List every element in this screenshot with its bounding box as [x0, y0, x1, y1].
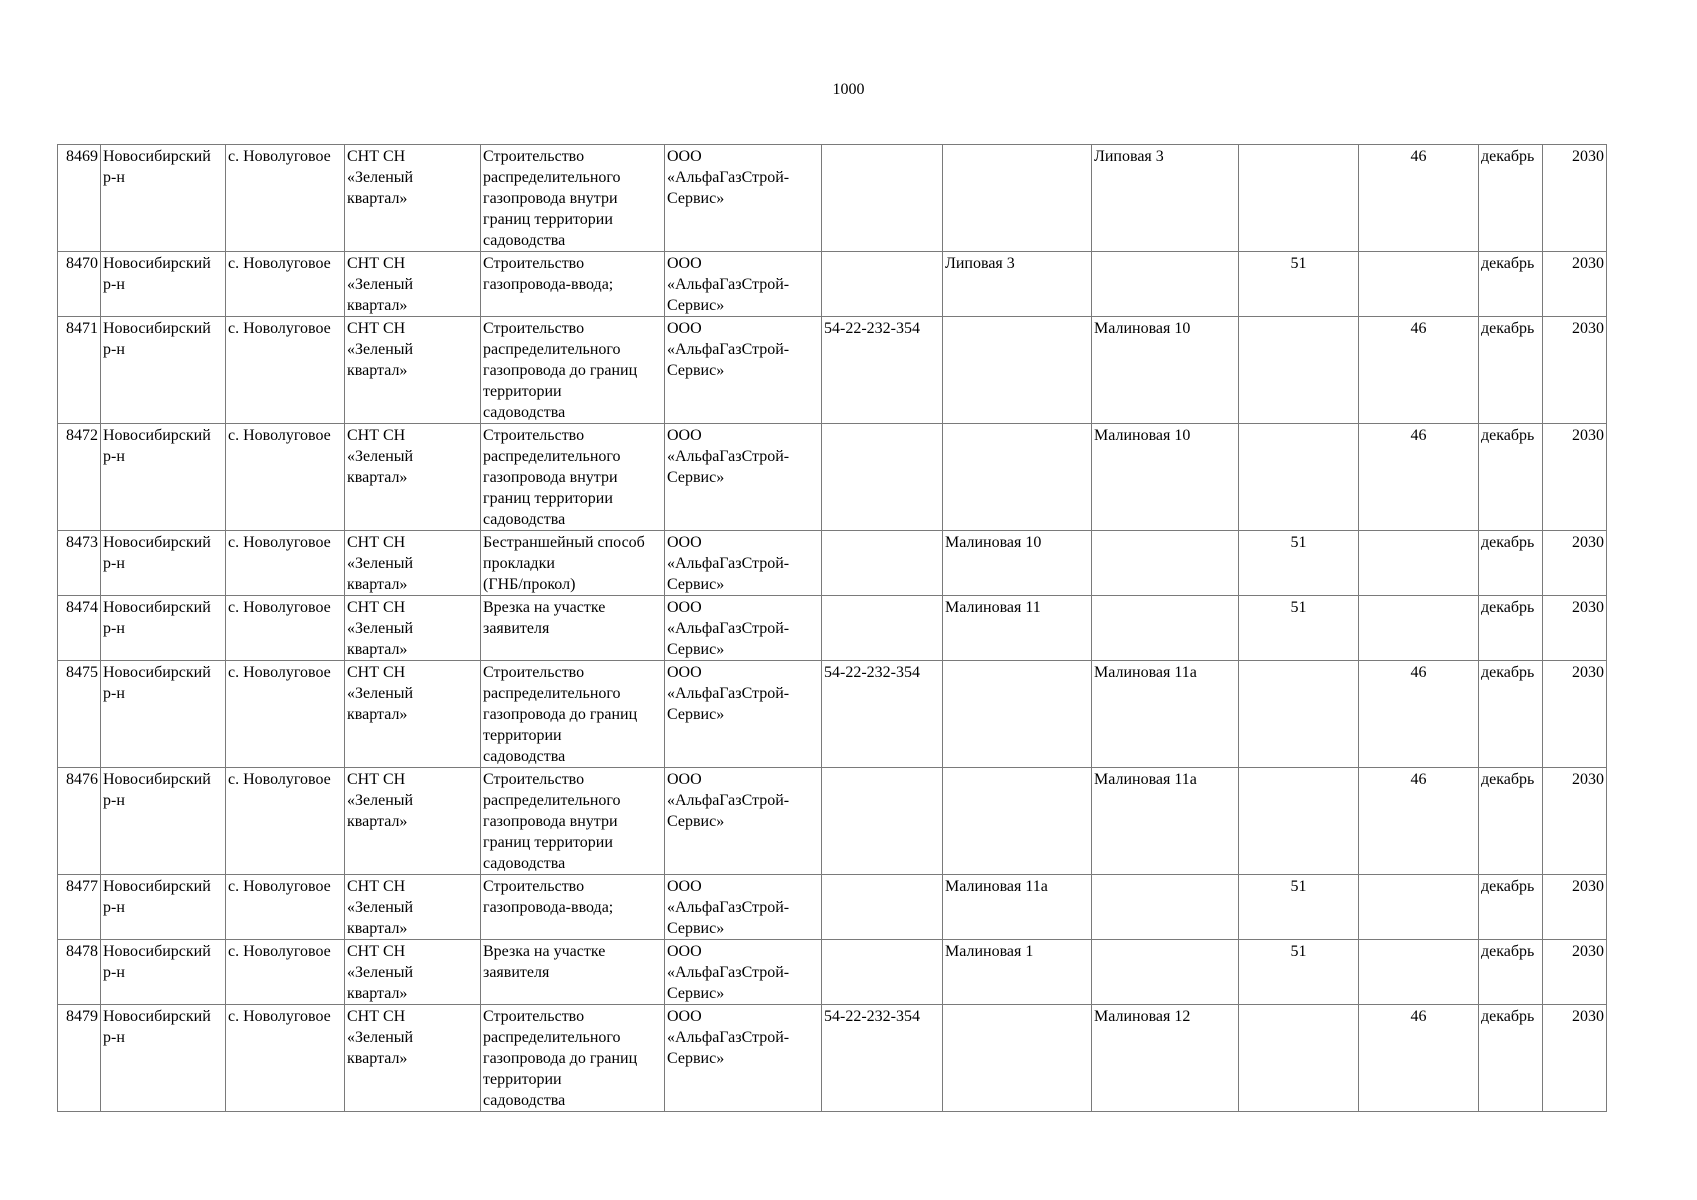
district-cell: Новосибирский р-н	[101, 596, 226, 661]
address-cell-1	[943, 661, 1092, 768]
code-cell	[822, 940, 943, 1005]
organization-cell: ООО «АльфаГазСтрой- Сервис»	[665, 875, 822, 940]
organization-cell: ООО «АльфаГазСтрой- Сервис»	[665, 768, 822, 875]
organization-cell: ООО «АльфаГазСтрой- Сервис»	[665, 317, 822, 424]
locality-cell: с. Новолуговое	[226, 531, 345, 596]
value-cell-2: 46	[1359, 424, 1479, 531]
locality-cell: с. Новолуговое	[226, 875, 345, 940]
value-cell-1	[1239, 1005, 1359, 1112]
table-row	[58, 768, 1607, 875]
code-cell: 54-22-232-354	[822, 1005, 943, 1112]
address-cell-1: Малиновая 11а	[943, 875, 1092, 940]
row-number: 8475	[58, 661, 101, 768]
code-cell	[822, 875, 943, 940]
row-number: 8479	[58, 1005, 101, 1112]
value-cell-1: 51	[1239, 252, 1359, 317]
organization-cell: ООО «АльфаГазСтрой- Сервис»	[665, 252, 822, 317]
year-cell: 2030	[1543, 424, 1607, 531]
month-cell: декабрь	[1479, 531, 1543, 596]
locality-cell: с. Новолуговое	[226, 940, 345, 1005]
row-number: 8477	[58, 875, 101, 940]
year-cell: 2030	[1543, 317, 1607, 424]
code-cell	[822, 596, 943, 661]
snt-cell: СНТ СН «Зеленый квартал»	[345, 596, 481, 661]
address-cell-1: Малиновая 10	[943, 531, 1092, 596]
organization-cell: ООО «АльфаГазСтрой- Сервис»	[665, 596, 822, 661]
year-cell: 2030	[1543, 875, 1607, 940]
value-cell-2	[1359, 252, 1479, 317]
address-cell-1: Малиновая 11	[943, 596, 1092, 661]
district-cell: Новосибирский р-н	[101, 145, 226, 252]
value-cell-2: 46	[1359, 145, 1479, 252]
district-cell: Новосибирский р-н	[101, 768, 226, 875]
value-cell-2	[1359, 531, 1479, 596]
table-row	[58, 252, 1607, 317]
year-cell: 2030	[1543, 145, 1607, 252]
table-row	[58, 531, 1607, 596]
address-cell-1	[943, 317, 1092, 424]
snt-cell: СНТ СН «Зеленый квартал»	[345, 531, 481, 596]
value-cell-2: 46	[1359, 661, 1479, 768]
snt-cell: СНТ СН «Зеленый квартал»	[345, 661, 481, 768]
snt-cell: СНТ СН «Зеленый квартал»	[345, 424, 481, 531]
row-number: 8470	[58, 252, 101, 317]
value-cell-1: 51	[1239, 596, 1359, 661]
code-cell	[822, 531, 943, 596]
gas-construction-table	[57, 144, 1607, 1112]
organization-cell: ООО «АльфаГазСтрой- Сервис»	[665, 661, 822, 768]
value-cell-1	[1239, 145, 1359, 252]
month-cell: декабрь	[1479, 661, 1543, 768]
address-cell-1	[943, 145, 1092, 252]
month-cell: декабрь	[1479, 317, 1543, 424]
month-cell: декабрь	[1479, 768, 1543, 875]
code-cell: 54-22-232-354	[822, 661, 943, 768]
work-type-cell: Врезка на участке заявителя	[481, 940, 665, 1005]
snt-cell: СНТ СН «Зеленый квартал»	[345, 145, 481, 252]
table-row	[58, 145, 1607, 252]
organization-cell: ООО «АльфаГазСтрой- Сервис»	[665, 1005, 822, 1112]
address-cell-1: Липовая 3	[943, 252, 1092, 317]
row-number: 8473	[58, 531, 101, 596]
organization-cell: ООО «АльфаГазСтрой- Сервис»	[665, 424, 822, 531]
table-row	[58, 317, 1607, 424]
district-cell: Новосибирский р-н	[101, 661, 226, 768]
month-cell: декабрь	[1479, 1005, 1543, 1112]
year-cell: 2030	[1543, 940, 1607, 1005]
value-cell-2: 46	[1359, 768, 1479, 875]
address-cell-2	[1092, 940, 1239, 1005]
value-cell-2	[1359, 596, 1479, 661]
row-number: 8474	[58, 596, 101, 661]
code-cell	[822, 252, 943, 317]
value-cell-1	[1239, 768, 1359, 875]
value-cell-2: 46	[1359, 1005, 1479, 1112]
locality-cell: с. Новолуговое	[226, 1005, 345, 1112]
address-cell-2: Малиновая 11а	[1092, 661, 1239, 768]
work-type-cell: Строительство газопровода-ввода;	[481, 252, 665, 317]
year-cell: 2030	[1543, 531, 1607, 596]
year-cell: 2030	[1543, 596, 1607, 661]
locality-cell: с. Новолуговое	[226, 252, 345, 317]
address-cell-2: Малиновая 10	[1092, 424, 1239, 531]
locality-cell: с. Новолуговое	[226, 424, 345, 531]
district-cell: Новосибирский р-н	[101, 424, 226, 531]
month-cell: декабрь	[1479, 145, 1543, 252]
value-cell-1: 51	[1239, 875, 1359, 940]
locality-cell: с. Новолуговое	[226, 145, 345, 252]
address-cell-2	[1092, 596, 1239, 661]
district-cell: Новосибирский р-н	[101, 940, 226, 1005]
work-type-cell: Врезка на участке заявителя	[481, 596, 665, 661]
address-cell-2: Липовая 3	[1092, 145, 1239, 252]
organization-cell: ООО «АльфаГазСтрой- Сервис»	[665, 531, 822, 596]
snt-cell: СНТ СН «Зеленый квартал»	[345, 768, 481, 875]
locality-cell: с. Новолуговое	[226, 596, 345, 661]
table-row	[58, 596, 1607, 661]
value-cell-2	[1359, 875, 1479, 940]
work-type-cell: Строительство распределительного газопровода внутри границ территории садоводства	[481, 768, 665, 875]
value-cell-1	[1239, 424, 1359, 531]
work-type-cell: Строительство распределительного газопровода до границ территории садоводства	[481, 661, 665, 768]
snt-cell: СНТ СН «Зеленый квартал»	[345, 252, 481, 317]
year-cell: 2030	[1543, 661, 1607, 768]
value-cell-1	[1239, 661, 1359, 768]
address-cell-1: Малиновая 1	[943, 940, 1092, 1005]
month-cell: декабрь	[1479, 424, 1543, 531]
table-row	[58, 424, 1607, 531]
snt-cell: СНТ СН «Зеленый квартал»	[345, 317, 481, 424]
work-type-cell: Бестраншейный способ прокладки (ГНБ/прокол)	[481, 531, 665, 596]
work-type-cell: Строительство распределительного газопровода внутри границ территории садоводства	[481, 145, 665, 252]
code-cell	[822, 768, 943, 875]
code-cell: 54-22-232-354	[822, 317, 943, 424]
year-cell: 2030	[1543, 1005, 1607, 1112]
month-cell: декабрь	[1479, 940, 1543, 1005]
value-cell-2	[1359, 940, 1479, 1005]
row-number: 8471	[58, 317, 101, 424]
month-cell: декабрь	[1479, 596, 1543, 661]
address-cell-1	[943, 424, 1092, 531]
address-cell-2: Малиновая 11а	[1092, 768, 1239, 875]
district-cell: Новосибирский р-н	[101, 531, 226, 596]
work-type-cell: Строительство распределительного газопровода внутри границ территории садоводства	[481, 424, 665, 531]
address-cell-2	[1092, 875, 1239, 940]
table-row	[58, 1005, 1607, 1112]
value-cell-2: 46	[1359, 317, 1479, 424]
district-cell: Новосибирский р-н	[101, 252, 226, 317]
table-row	[58, 875, 1607, 940]
address-cell-1	[943, 1005, 1092, 1112]
work-type-cell: Строительство распределительного газопровода до границ территории садоводства	[481, 317, 665, 424]
row-number: 8478	[58, 940, 101, 1005]
row-number: 8476	[58, 768, 101, 875]
organization-cell: ООО «АльфаГазСтрой- Сервис»	[665, 145, 822, 252]
snt-cell: СНТ СН «Зеленый квартал»	[345, 1005, 481, 1112]
district-cell: Новосибирский р-н	[101, 875, 226, 940]
organization-cell: ООО «АльфаГазСтрой- Сервис»	[665, 940, 822, 1005]
table-row	[58, 661, 1607, 768]
locality-cell: с. Новолуговое	[226, 768, 345, 875]
year-cell: 2030	[1543, 252, 1607, 317]
month-cell: декабрь	[1479, 252, 1543, 317]
address-cell-2: Малиновая 10	[1092, 317, 1239, 424]
address-cell-2	[1092, 531, 1239, 596]
locality-cell: с. Новолуговое	[226, 661, 345, 768]
value-cell-1: 51	[1239, 531, 1359, 596]
year-cell: 2030	[1543, 768, 1607, 875]
work-type-cell: Строительство газопровода-ввода;	[481, 875, 665, 940]
snt-cell: СНТ СН «Зеленый квартал»	[345, 940, 481, 1005]
address-cell-2: Малиновая 12	[1092, 1005, 1239, 1112]
month-cell: декабрь	[1479, 875, 1543, 940]
district-cell: Новосибирский р-н	[101, 317, 226, 424]
code-cell	[822, 424, 943, 531]
row-number: 8469	[58, 145, 101, 252]
district-cell: Новосибирский р-н	[101, 1005, 226, 1112]
table-row	[58, 940, 1607, 1005]
code-cell	[822, 145, 943, 252]
snt-cell: СНТ СН «Зеленый квартал»	[345, 875, 481, 940]
address-cell-2	[1092, 252, 1239, 317]
address-cell-1	[943, 768, 1092, 875]
row-number: 8472	[58, 424, 101, 531]
work-type-cell: Строительство распределительного газопровода до границ территории садоводства	[481, 1005, 665, 1112]
locality-cell: с. Новолуговое	[226, 317, 345, 424]
page-number: 1000	[832, 81, 865, 98]
value-cell-1: 51	[1239, 940, 1359, 1005]
value-cell-1	[1239, 317, 1359, 424]
